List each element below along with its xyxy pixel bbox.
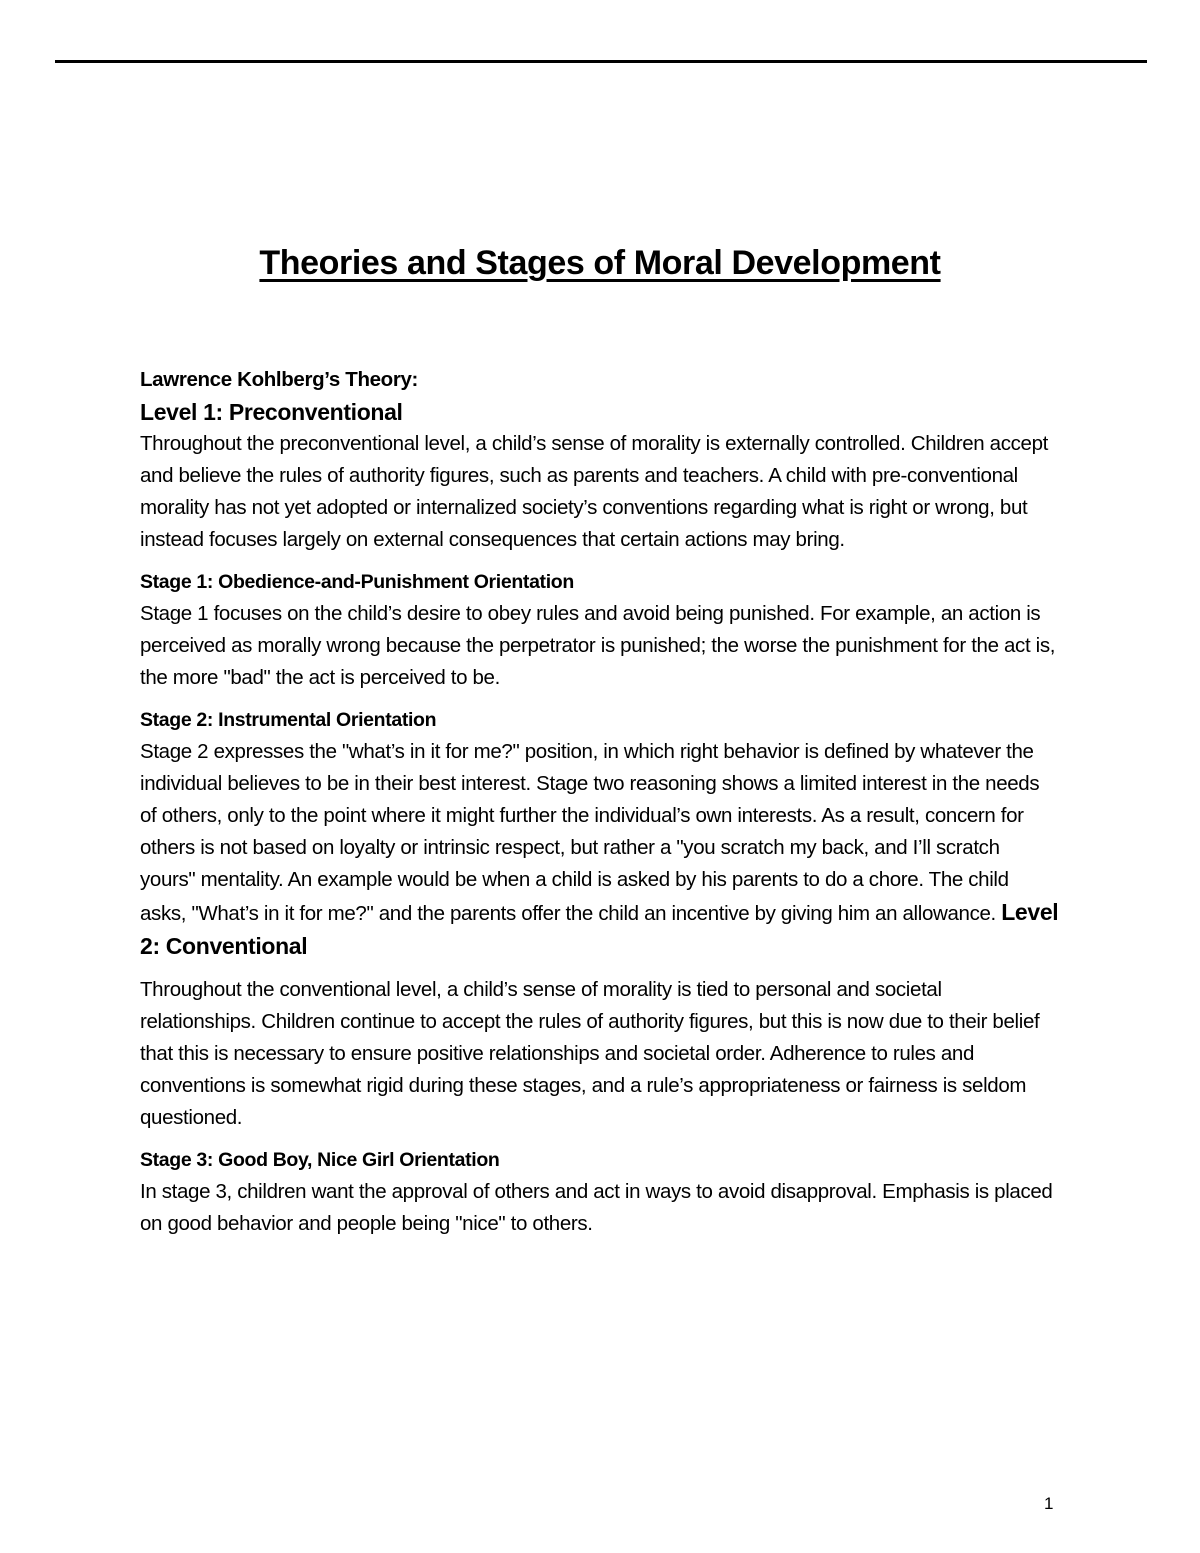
level-2-paragraph: Throughout the conventional level, a child’s sense of morality is tied to personal and societal relationships. Children continue to accept the rules of authority figures, but this is now due to their belief that this is necessary to ensure positive relationships and societal order. Adherence to rules and conventions is somewhat rigid during these stages, and a rule’s appropriateness or fairness is seldom questioned. — [140, 978, 1040, 1129]
stage-3-heading: Stage 3: Good Boy, Nice Girl Orientation — [140, 1149, 500, 1171]
page-number: 1 — [1044, 1494, 1054, 1513]
level-1-heading: Level 1: Preconventional — [140, 399, 403, 425]
document-body — [140, 364, 1060, 1250]
stage-2-paragraph — [140, 736, 1060, 964]
stage-1-paragraph: Stage 1 focuses on the child’s desire to obey rules and avoid being punished. For example, an action is perceived as morally wrong because the perpetrator is punished; the worse the punishment for the act is, the more "bad" the act is perceived to be. — [140, 602, 1056, 689]
level-1-paragraph: Throughout the preconventional level, a child’s sense of morality is externally controlled. Children accept and believe the rules of authority figures, such as parents and teachers. A child with pre-conventional morality has not yet adopted or internalized society’s conventions regarding what is right or wrong, but instead focuses largely on external consequences that certain actions may bring. — [140, 432, 1048, 551]
document-title: Theories and Stages of Moral Development — [259, 244, 941, 282]
stage-2-heading: Stage 2: Instrumental Orientation — [140, 709, 437, 731]
stage-3-paragraph: In stage 3, children want the approval of others and act in ways to avoid disapproval. Emphasis is placed on good behavior and people being "nice" to others. — [140, 1180, 1053, 1235]
level-2-heading: Level 2: Conventional — [140, 899, 1059, 959]
stage-1-heading: Stage 1: Obedience-and-Punishment Orientation — [140, 571, 574, 593]
theory-heading: Lawrence Kohlberg’s Theory: — [140, 368, 418, 391]
stage-2-text: Stage 2 expresses the "what’s in it for me?" position, in which right behavior is defined by whatever the individual believes to be in their best interest. Stage two reasoning shows a limited interest in the needs of others, only to the point where it might further the individual’s own interests. As a result, concern for others is not based on loyalty or intrinsic respect, but rather a "you scratch my back, and I’ll scratch yours" mentality. An example would be when a child is asked by his parents to do a chore. The child asks, "What’s in it for me?" and the parents offer the child an incentive by giving him an allowance. — [140, 740, 1040, 925]
header-rule — [55, 60, 1147, 63]
